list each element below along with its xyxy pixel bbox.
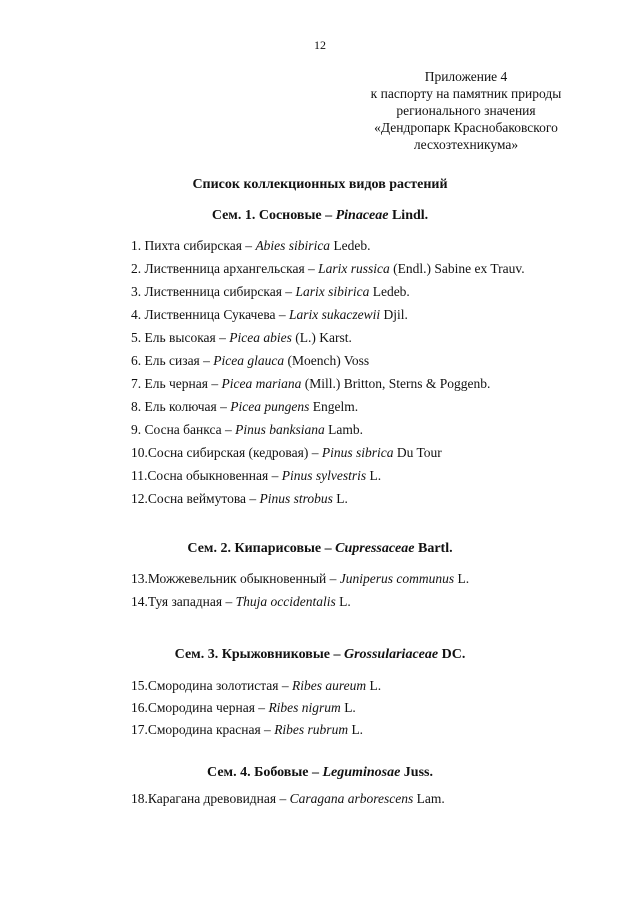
family-author: DC. xyxy=(438,647,466,662)
item-number: 1. xyxy=(131,238,142,253)
species-item xyxy=(131,700,356,716)
species-latin-name: Pinus sylvestris xyxy=(281,468,367,483)
family-prefix: Сем. 3. Крыжовниковые – xyxy=(174,647,344,662)
item-number: 11. xyxy=(131,468,148,483)
species-author: Engelm. xyxy=(309,399,359,414)
species-russian-name: Ель высокая – xyxy=(144,330,230,345)
species-russian-name: Смородина золотистая – xyxy=(147,678,292,693)
item-number: 14. xyxy=(131,594,148,609)
species-russian-name: Карагана древовидная – xyxy=(147,791,290,806)
species-russian-name: Сосна банкса – xyxy=(144,422,236,437)
species-item xyxy=(131,399,358,415)
species-author: L. xyxy=(332,491,348,506)
family-prefix: Сем. 4. Бобовые – xyxy=(207,765,323,780)
annex-line: лесхозтехникума» xyxy=(413,137,519,152)
item-number: 15. xyxy=(131,678,148,693)
family-prefix: Сем. 2. Кипарисовые – xyxy=(187,541,336,556)
species-author: Du Tour xyxy=(393,445,442,460)
item-number: 2. xyxy=(131,261,142,276)
species-author: L. xyxy=(454,571,470,586)
species-author: L. xyxy=(366,678,382,693)
item-number: 8. xyxy=(131,399,142,414)
item-number: 13. xyxy=(131,571,148,586)
species-item xyxy=(131,422,363,438)
family-prefix: Сем. 1. Сосновые – xyxy=(211,208,336,223)
family-author: Lindl. xyxy=(388,208,429,223)
species-author: Djil. xyxy=(380,307,408,322)
species-author: (Endl.) Sabine ex Trauv. xyxy=(389,261,525,276)
item-number: 9. xyxy=(131,422,142,437)
item-number: 7. xyxy=(131,376,142,391)
item-number: 12. xyxy=(131,491,148,506)
family-heading xyxy=(0,647,640,663)
item-number: 6. xyxy=(131,353,142,368)
item-number: 3. xyxy=(131,284,142,299)
item-number: 4. xyxy=(131,307,142,322)
species-russian-name: Ель колючая – xyxy=(144,399,231,414)
species-author: (Moench) Voss xyxy=(284,353,370,368)
species-item xyxy=(131,571,469,587)
species-russian-name: Ель сизая – xyxy=(144,353,214,368)
species-latin-name: Larix sibirica xyxy=(295,284,370,299)
species-item xyxy=(131,261,525,277)
species-item xyxy=(131,491,348,507)
species-latin-name: Pinus strobus xyxy=(259,491,333,506)
species-item xyxy=(131,594,351,610)
species-item xyxy=(131,376,490,392)
species-author: (Mill.) Britton, Sterns & Poggenb. xyxy=(301,376,491,391)
species-author: Lamb. xyxy=(324,422,364,437)
species-russian-name: Смородина красная – xyxy=(147,722,275,737)
species-author: L. xyxy=(335,594,351,609)
species-latin-name: Abies sibirica xyxy=(255,238,331,253)
species-russian-name: Лиственница Сукачева – xyxy=(144,307,290,322)
species-item xyxy=(131,791,445,807)
species-latin-name: Larix russica xyxy=(318,261,390,276)
species-latin-name: Pinus sibrica xyxy=(321,445,394,460)
species-latin-name: Picea mariana xyxy=(221,376,302,391)
item-number: 18. xyxy=(131,791,148,806)
species-latin-name: Larix sukaczewii xyxy=(289,307,381,322)
species-latin-name: Picea pungens xyxy=(230,399,310,414)
species-latin-name: Pinus banksiana xyxy=(235,422,325,437)
species-item xyxy=(131,468,381,484)
annex-line: к паспорту на памятник природы xyxy=(370,86,562,101)
species-author: Lam. xyxy=(413,791,445,806)
species-latin-name: Ribes rubrum xyxy=(274,722,349,737)
family-latin-name: Pinaceae xyxy=(335,208,389,223)
annex-line: «Дендропарк Краснобаковского xyxy=(374,120,558,135)
species-author: L. xyxy=(348,722,364,737)
species-russian-name: Смородина черная – xyxy=(147,700,269,715)
list-title: Список коллекционных видов растений xyxy=(192,177,448,192)
species-russian-name: Туя западная – xyxy=(147,594,236,609)
species-item xyxy=(131,678,381,694)
family-author: Juss. xyxy=(400,765,433,780)
species-item xyxy=(131,722,363,738)
species-russian-name: Лиственница архангельская – xyxy=(144,261,319,276)
family-latin-name: Leguminosae xyxy=(322,765,401,780)
species-russian-name: Ель черная – xyxy=(144,376,222,391)
species-item xyxy=(131,330,352,346)
species-russian-name: Сосна сибирская (кедровая) – xyxy=(147,445,322,460)
species-item xyxy=(131,284,410,300)
page-number: 12 xyxy=(314,38,326,52)
family-heading xyxy=(0,765,640,781)
family-heading xyxy=(0,208,640,224)
species-russian-name: Можжевельник обыкновенный – xyxy=(147,571,340,586)
annex-line: регионального значения xyxy=(396,103,536,118)
annex-line: Приложение 4 xyxy=(424,69,508,84)
species-author: (L.) Karst. xyxy=(291,330,352,345)
species-author: Ledeb. xyxy=(330,238,371,253)
family-latin-name: Cupressaceae xyxy=(335,541,415,556)
family-latin-name: Grossulariaceae xyxy=(343,647,439,662)
species-latin-name: Ribes nigrum xyxy=(268,700,341,715)
annex-note xyxy=(350,68,582,153)
family-heading xyxy=(0,541,640,557)
item-number: 10. xyxy=(131,445,148,460)
species-latin-name: Juniperus communus xyxy=(339,571,455,586)
family-author: Bartl. xyxy=(414,541,453,556)
item-number: 17. xyxy=(131,722,148,737)
species-latin-name: Caragana arborescens xyxy=(289,791,414,806)
species-author: L. xyxy=(340,700,356,715)
species-item xyxy=(131,445,442,461)
species-latin-name: Ribes aureum xyxy=(292,678,367,693)
item-number: 5. xyxy=(131,330,142,345)
species-latin-name: Picea glauca xyxy=(213,353,285,368)
species-latin-name: Picea abies xyxy=(229,330,292,345)
species-latin-name: Thuja occidentalis xyxy=(235,594,336,609)
species-author: Ledeb. xyxy=(369,284,410,299)
item-number: 16. xyxy=(131,700,148,715)
species-item xyxy=(131,238,371,254)
species-item xyxy=(131,353,369,369)
species-russian-name: Сосна обыкновенная – xyxy=(147,468,282,483)
species-item xyxy=(131,307,408,323)
species-russian-name: Сосна веймутова – xyxy=(147,491,260,506)
species-author: L. xyxy=(366,468,382,483)
species-russian-name: Пихта сибирская – xyxy=(144,238,256,253)
species-russian-name: Лиственница сибирская – xyxy=(144,284,296,299)
